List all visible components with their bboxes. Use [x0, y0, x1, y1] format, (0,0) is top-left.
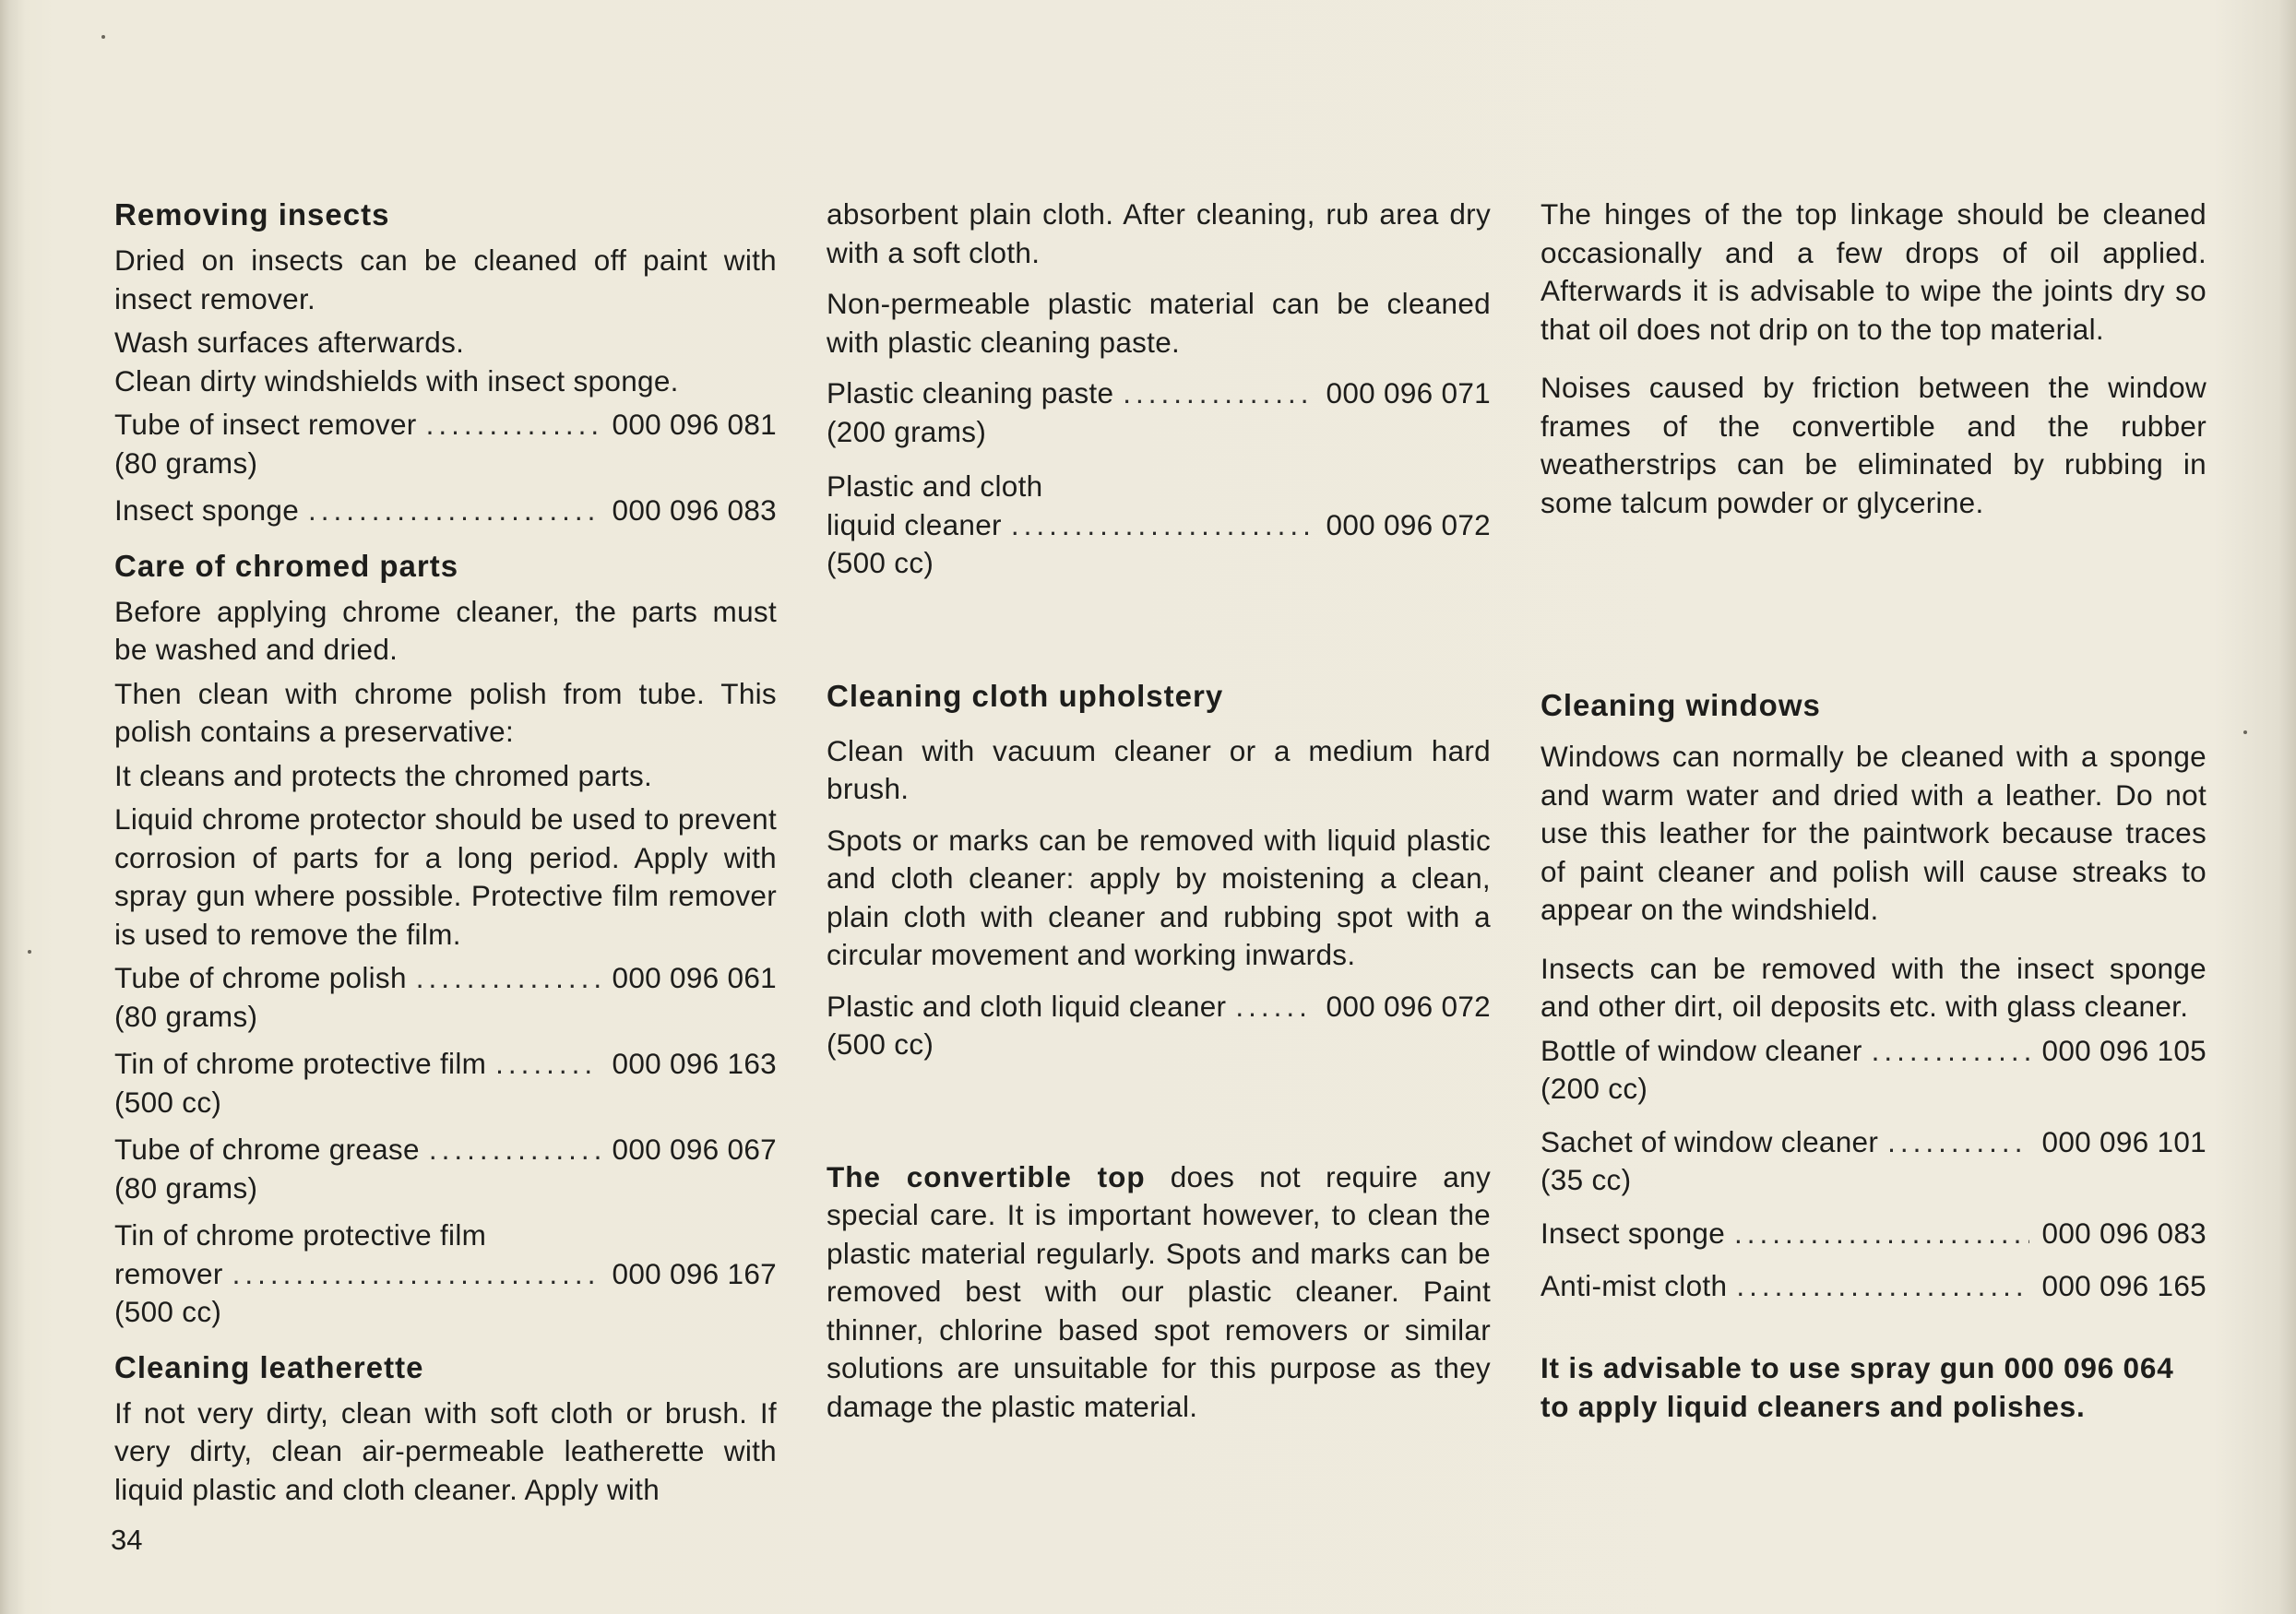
- part-number: 000 096 101: [2041, 1124, 2207, 1158]
- part-quantity: (500 cc): [827, 546, 934, 579]
- leader-dots: [1872, 1032, 2029, 1071]
- part-number: 000 096 163: [612, 1047, 777, 1080]
- part-label: remover: [114, 1256, 223, 1290]
- part-row: [1541, 1032, 2207, 1071]
- part-number: 000 096 105: [2041, 1033, 2207, 1067]
- part-row: [114, 959, 777, 998]
- heading-removing-insects: Removing insects: [114, 197, 390, 231]
- advisory-note: It is advisable to use spray gun 000 096 064 to apply liquid cleaners and polishes.: [1541, 1350, 2174, 1423]
- part-label: Plastic cleaning paste: [827, 376, 1114, 409]
- part-row: [114, 492, 777, 530]
- leader-dots: [426, 406, 600, 445]
- part-label: Tube of chrome polish: [114, 961, 407, 994]
- part-row: [1541, 1215, 2207, 1253]
- part-number: 000 096 081: [612, 408, 777, 441]
- leader-dots: [416, 959, 600, 998]
- paragraph: Clean dirty windshields with insect sponge.: [114, 363, 679, 398]
- paragraph: Noises caused by friction between the window frames of the convertible and the rubber weatherstrips can be eliminated by rubbing in some talcum powder or glycerine.: [1541, 371, 2207, 519]
- part-number: 000 096 167: [612, 1256, 777, 1290]
- part-label-line: Tin of chrome protective film: [114, 1218, 487, 1252]
- part-number: 000 096 072: [1326, 507, 1491, 541]
- lead-in-bold: The convertible top: [827, 1159, 1146, 1193]
- paper-speck: [28, 950, 31, 954]
- paragraph-text: does not require any special care. It is important however, to clean the plastic material regularly. Spots and marks can be removed best with our plastic cleaner. Paint thinner, chlorine based spot removers or similar solutions are unsuitable for this purpose as they damage the plastic material.: [827, 1159, 1491, 1423]
- paragraph: Before applying chrome cleaner, the parts must be washed and dried.: [114, 594, 777, 666]
- part-label: Tube of chrome grease: [114, 1133, 420, 1166]
- paragraph: absorbent plain cloth. After cleaning, rub area dry with a soft cloth.: [827, 197, 1491, 269]
- paragraph: Liquid chrome protector should be used to prevent corrosion of parts for a long period. Apply with spray gun where possible. Protective film remover is used to remove the film.: [114, 802, 777, 951]
- paragraph: If not very dirty, clean with soft cloth or brush. If very dirty, clean air-permeable leatherette with liquid plastic and cloth cleaner. Apply with: [114, 1395, 777, 1506]
- part-quantity: (80 grams): [114, 999, 258, 1033]
- heading-care-of-chromed-parts: Care of chromed parts: [114, 548, 459, 583]
- leader-dots: [232, 1255, 600, 1294]
- part-quantity: (200 cc): [1541, 1072, 1648, 1105]
- part-number: 000 096 083: [612, 493, 777, 527]
- paragraph: Windows can normally be cleaned with a sponge and warm water and dried with a leather. Do not use this leather for the paintwork because traces of paint cleaner and polish will cause streaks to appear on the windshield.: [1541, 740, 2207, 926]
- part-label-line: Plastic and cloth: [827, 469, 1043, 503]
- part-quantity: (500 cc): [827, 1027, 934, 1061]
- part-row: [1541, 1267, 2207, 1306]
- part-number: 000 096 061: [612, 961, 777, 994]
- part-row: [827, 374, 1491, 413]
- part-label: Plastic and cloth liquid cleaner: [827, 989, 1227, 1023]
- leader-dots: [1235, 988, 1313, 1027]
- leader-dots: [495, 1045, 599, 1084]
- part-row: [114, 1255, 777, 1294]
- leader-dots: [308, 492, 599, 530]
- part-row: [114, 1131, 777, 1169]
- part-quantity: (500 cc): [114, 1085, 222, 1119]
- part-quantity: (80 grams): [114, 445, 258, 480]
- part-label: Tin of chrome protective film: [114, 1047, 487, 1080]
- part-number: 000 096 067: [612, 1133, 777, 1166]
- leader-dots: [1887, 1123, 2028, 1162]
- heading-cleaning-leatherette: Cleaning leatherette: [114, 1349, 424, 1384]
- part-label: liquid cleaner: [827, 507, 1002, 541]
- column-right: [1541, 196, 2207, 1426]
- part-quantity: (80 grams): [114, 1170, 258, 1205]
- paragraph: Non-permeable plastic material can be cleaned with plastic cleaning paste.: [827, 287, 1491, 359]
- part-label: Tube of insect remover: [114, 408, 417, 441]
- part-number: 000 096 071: [1326, 376, 1491, 409]
- paragraph: It cleans and protects the chromed parts.: [114, 758, 653, 792]
- paragraph: Insects can be removed with the insect sponge and other dirt, oil deposits etc. with glass cleaner.: [1541, 951, 2207, 1023]
- paragraph: Spots or marks can be removed with liquid plastic and cloth cleaner: apply by moistening a clean, plain cloth with cleaner and rubbing spot with a circular movement and working inwards.: [827, 823, 1491, 971]
- part-quantity: (500 cc): [114, 1295, 222, 1328]
- paragraph: The hinges of the top linkage should be cleaned occasionally and a few drops of oil applied. Afterwards it is advisable to wipe the joints dry so that oil does not drip on to the top material.: [1541, 197, 2207, 346]
- part-row: [1541, 1123, 2207, 1162]
- paragraph-convertible-top: [827, 1158, 1491, 1427]
- leader-dots: [1011, 506, 1314, 545]
- paragraph: Then clean with chrome polish from tube. This polish contains a preservative:: [114, 676, 777, 748]
- column-left: [114, 196, 777, 1514]
- paragraph: Dried on insects can be cleaned off paint with insect remover.: [114, 243, 777, 315]
- part-label: Sachet of window cleaner: [1541, 1124, 1879, 1158]
- heading-cleaning-cloth-upholstery: Cleaning cloth upholstery: [827, 678, 1224, 713]
- leader-dots: [429, 1131, 600, 1169]
- page-number: 34: [111, 1524, 143, 1556]
- part-row: [114, 406, 777, 445]
- part-quantity: (200 grams): [827, 414, 987, 448]
- part-label: Insect sponge: [1541, 1216, 1726, 1250]
- part-label: Anti-mist cloth: [1541, 1269, 1728, 1302]
- leader-dots: [1123, 374, 1313, 413]
- leader-dots: [1734, 1215, 2028, 1253]
- part-number: 000 096 072: [1326, 989, 1491, 1023]
- part-row: [827, 988, 1491, 1027]
- paragraph: Clean with vacuum cleaner or a medium hard brush.: [827, 733, 1491, 805]
- heading-cleaning-windows: Cleaning windows: [1541, 688, 1821, 722]
- paragraph: Wash surfaces afterwards.: [114, 326, 465, 359]
- paper-speck: [2243, 730, 2247, 734]
- part-row: [114, 1045, 777, 1084]
- part-number: 000 096 083: [2041, 1216, 2207, 1250]
- part-number: 000 096 165: [2041, 1269, 2207, 1302]
- part-label: Bottle of window cleaner: [1541, 1033, 1862, 1067]
- part-row: [827, 506, 1491, 545]
- paper-speck: [101, 35, 105, 39]
- part-quantity: (35 cc): [1541, 1163, 1632, 1196]
- part-label: Insect sponge: [114, 493, 300, 527]
- leader-dots: [1736, 1267, 2028, 1306]
- column-middle: [827, 196, 1491, 1431]
